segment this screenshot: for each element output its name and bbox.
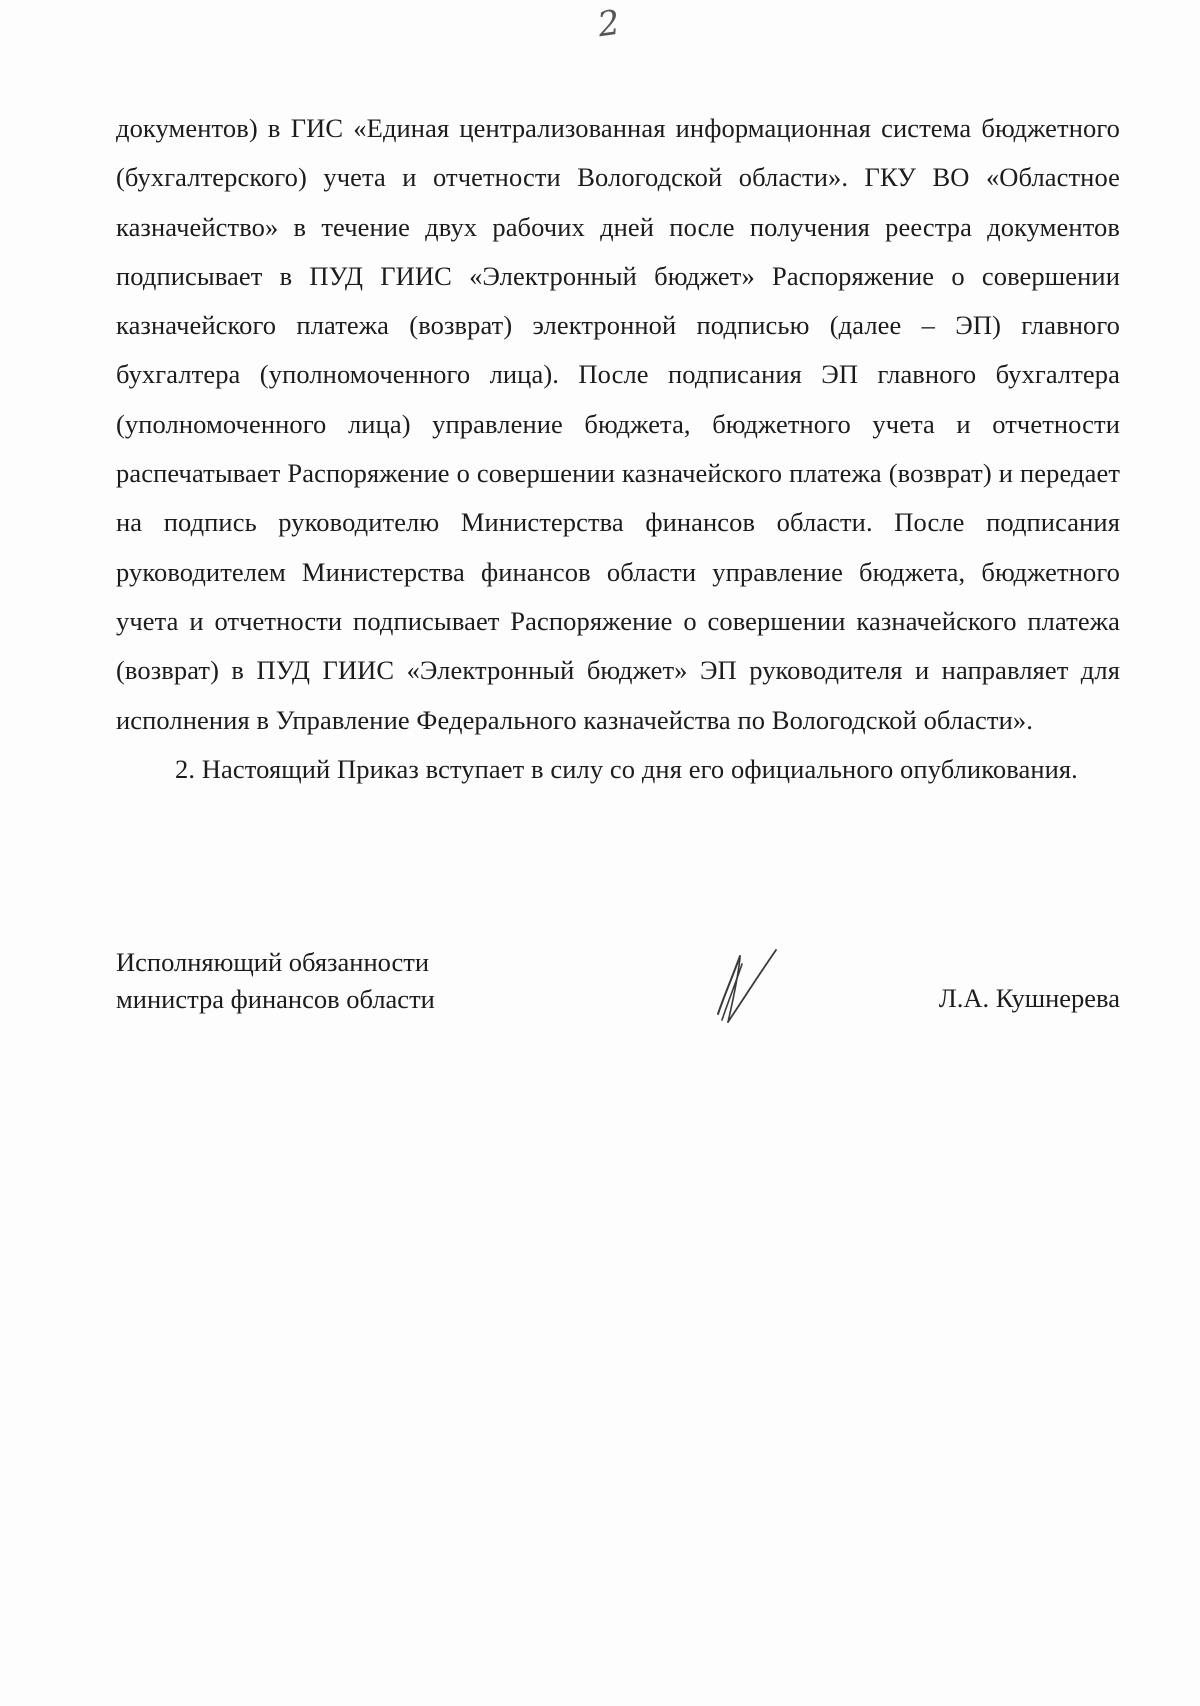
page-number: 2 — [595, 2, 623, 46]
signatory-title-line-1: Исполняющий обязанности — [116, 947, 430, 977]
handwritten-signature — [696, 936, 796, 1036]
signatory-name: Л.А. Кушнерева — [938, 983, 1120, 1013]
signature-block — [116, 944, 1120, 1044]
paragraph-item-2: 2. Настоящий Приказ вступает в силу со дня его официального опубликования. — [175, 753, 1078, 784]
signatory-title — [116, 944, 435, 1018]
paragraph-continuation: документов) в ГИС «Единая централизованная информационная система бюджетного (бухгалтерского) учета и отчетности Вологодской области». ГКУ ВО «Областное казначейство» в течение двух рабочих дней после получения реестра документов подписывает в ПУД ГИИС «Электронный бюджет» Распоряжение о совершении казначейского платежа (возврат) электронной подписью (далее – ЭП) главного бухгалтера (уполномоченного лица). После подписания ЭП главного бухгалтера (уполномоченного лица) управление бюджета, бюджетного учета и отчетности распечатывает Распоряжение о совершении казначейского платежа (возврат) и передает на подпись руководителю Министерства финансов области. После подписания руководителем Министерства финансов области управление бюджета, бюджетного учета и отчетности подписывает Распоряжение о совершении казначейского платежа (возврат) в ПУД ГИИС «Электронный бюджет» ЭП руководителя и направляет для исполнения в Управление Федерального казначейства по Вологодской области». — [116, 113, 1120, 735]
signatory-title-line-2: министра финансов области — [116, 984, 435, 1014]
document-body — [116, 104, 1120, 794]
